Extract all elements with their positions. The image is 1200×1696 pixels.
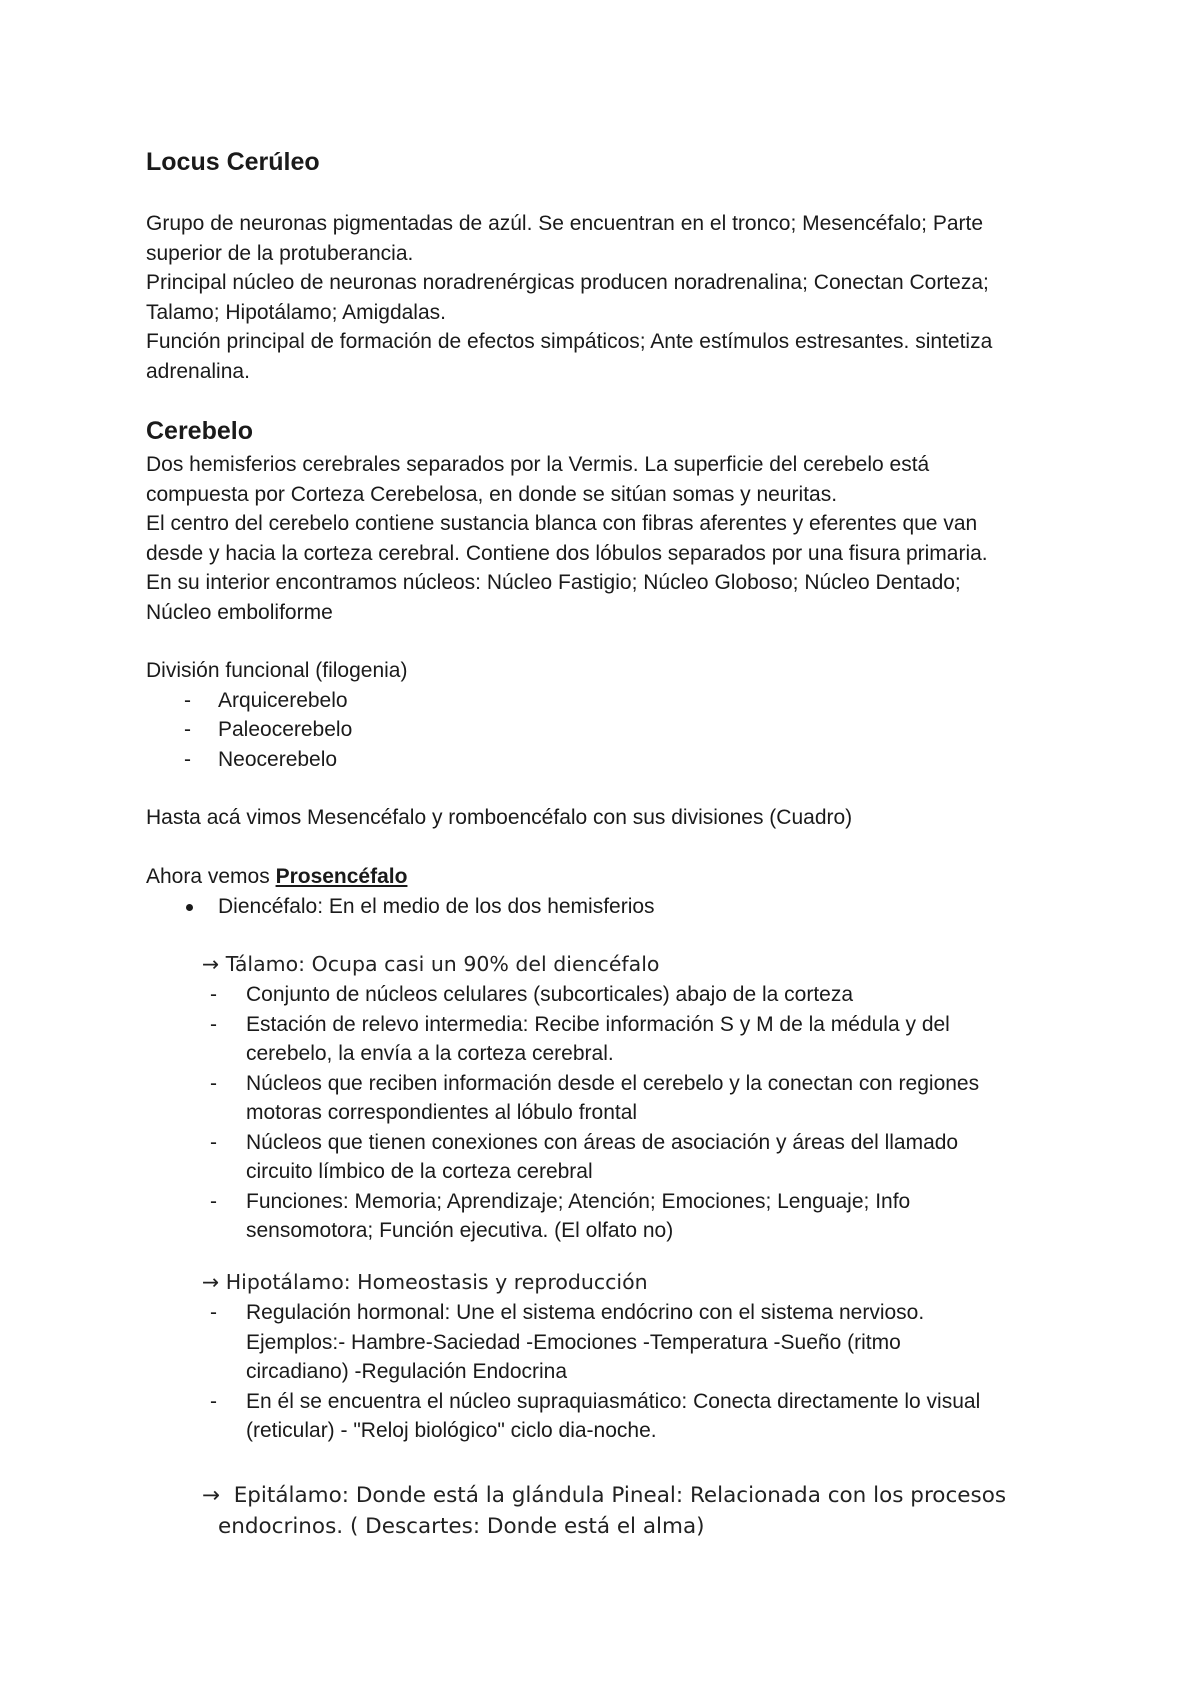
bullet-icon xyxy=(186,904,193,911)
locus-line: adrenalina. xyxy=(146,359,250,383)
cerebelo-line: compuesta por Corteza Cerebelosa, en donde se sitúan somas y neuritas. xyxy=(146,482,838,506)
epitalamo-line: endocrinos. ( Descartes: Donde está el alma) xyxy=(218,1514,705,1539)
list-item: - Núcleos que reciben información desde el cerebelo y la conectan con regiones motoras correspondientes al lóbulo frontal xyxy=(210,1071,980,1124)
list-item: - En él se encuentra el núcleo supraquiasmático: Conecta directamente lo visual (reticular) - "Reloj biológico" ciclo dia-noche. xyxy=(210,1389,981,1442)
division-section xyxy=(146,656,1076,774)
division-item: Neocerebelo xyxy=(218,747,338,771)
locus-line: Principal núcleo de neuronas noradrenérgicas producen noradrenalina; Conectan Corteza; xyxy=(146,271,989,294)
list-item: - Núcleos que tienen conexiones con áreas de asociación y áreas del llamado circuito límbico de la corteza cerebral xyxy=(210,1130,959,1183)
talamo-item: Núcleos que tienen conexiones con áreas de asociación y áreas del llamado xyxy=(246,1130,959,1154)
locus-line: Función principal de formación de efectos simpáticos; Ante estímulos estresantes. sintetiza xyxy=(146,330,993,353)
talamo-item: motoras correspondientes al lóbulo frontal xyxy=(246,1101,638,1124)
prosencefalo-term: Prosencéfalo xyxy=(275,865,408,888)
arrow-icon: → xyxy=(202,1270,220,1294)
list-item: - Funciones: Memoria; Aprendizaje; Atención; Emociones; Lenguaje; Info sensomotora; Función ejecutiva. (El olfato no) xyxy=(210,1189,911,1242)
diencefalo-text: Diencéfalo: En el medio de los dos hemisferios xyxy=(218,894,655,918)
epitalamo-section xyxy=(202,1480,1132,1542)
hipotalamo-item: (reticular) - "Reloj biológico" ciclo dia-noche. xyxy=(246,1419,657,1442)
prosencefalo-intro: Ahora vemos xyxy=(146,865,276,888)
hipotalamo-item: Ejemplos:- Hambre-Saciedad -Emociones -Temperatura -Sueño (ritmo xyxy=(246,1330,901,1354)
hasta-text: Hasta acá vimos Mesencéfalo y romboencéfalo con sus divisiones (Cuadro) xyxy=(146,806,853,829)
talamo-item: sensomotora; Función ejecutiva. (El olfato no) xyxy=(246,1219,674,1242)
cerebelo-title: Cerebelo xyxy=(146,417,253,445)
list-item: - Conjunto de núcleos celulares (subcorticales) abajo de la corteza xyxy=(210,983,854,1006)
talamo-item: circuito límbico de la corteza cerebral xyxy=(246,1160,593,1183)
prosencefalo-section xyxy=(146,862,1076,921)
division-label: División funcional (filogenia) xyxy=(146,659,408,682)
list-item: - Regulación hormonal: Une el sistema endócrino con el sistema nervioso. Ejemplos:- Hambre-Saciedad -Emociones -Temperatura -Sueño (ritmo circadiano) -Regulación Endocrina xyxy=(210,1301,925,1383)
talamo-item: Núcleos que reciben información desde el cerebelo y la conectan con regiones xyxy=(246,1071,980,1095)
talamo-item: Conjunto de núcleos celulares (subcorticales) abajo de la corteza xyxy=(246,983,854,1006)
talamo-heading xyxy=(202,950,1132,980)
talamo-item: Estación de relevo intermedia: Recibe información S y M de la médula y del xyxy=(246,1012,950,1036)
locus-line: Talamo; Hipotálamo; Amigdalas. xyxy=(146,300,446,324)
talamo-heading-text: Tálamo: Ocupa casi un 90% del diencéfalo xyxy=(225,952,660,976)
dash-marker: - xyxy=(184,688,191,712)
list-item xyxy=(146,745,1076,775)
dash-marker: - xyxy=(184,718,191,741)
hasta-line xyxy=(146,803,1076,833)
cerebelo-line: El centro del cerebelo contiene sustancia blanca con fibras aferentes y eferentes que van xyxy=(146,512,978,535)
cerebelo-paragraph xyxy=(146,450,1076,627)
cerebelo-line: Núcleo emboliforme xyxy=(146,600,333,624)
list-item xyxy=(146,892,1076,922)
hipotalamo-list xyxy=(146,1298,1076,1446)
list-item xyxy=(146,715,1076,745)
division-item: Paleocerebelo xyxy=(218,718,353,741)
hipotalamo-heading xyxy=(202,1268,1132,1298)
locus-title: Locus Cerúleo xyxy=(146,148,320,176)
talamo-item: cerebelo, la envía a la corteza cerebral. xyxy=(246,1042,614,1065)
locus-line: superior de la protuberancia. xyxy=(146,241,414,265)
hipotalamo-heading-text: Hipotálamo: Homeostasis y reproducción xyxy=(225,1270,648,1294)
dash-marker: - xyxy=(184,747,191,771)
locus-line: Grupo de neuronas pigmentadas de azúl. Se encuentran en el tronco; Mesencéfalo; Parte xyxy=(146,212,984,235)
arrow-icon: → xyxy=(202,1483,221,1508)
list-item: - Estación de relevo intermedia: Recibe información S y M de la médula y del cerebelo, la envía a la corteza cerebral. xyxy=(210,1012,950,1065)
hipotalamo-item: circadiano) -Regulación Endocrina xyxy=(246,1360,568,1383)
epitalamo-line: Epitálamo: Donde está la glándula Pineal: Relacionada con los procesos xyxy=(233,1483,1007,1508)
division-item: Arquicerebelo xyxy=(218,688,348,712)
hipotalamo-item: Regulación hormonal: Une el sistema endócrino con el sistema nervioso. xyxy=(246,1301,925,1324)
arrow-icon: → xyxy=(202,952,220,976)
hipotalamo-item: En él se encuentra el núcleo supraquiasmático: Conecta directamente lo visual xyxy=(246,1389,981,1413)
cerebelo-line: desde y hacia la corteza cerebral. Contiene dos lóbulos separados por una fisura primaria. xyxy=(146,541,988,565)
cerebelo-line: En su interior encontramos núcleos: Núcleo Fastigio; Núcleo Globoso; Núcleo Dentado; xyxy=(146,571,961,594)
prosencefalo-intro-line xyxy=(146,862,1076,892)
talamo-item: Funciones: Memoria; Aprendizaje; Atención; Emociones; Lenguaje; Info xyxy=(246,1189,911,1213)
talamo-list xyxy=(146,980,1076,1246)
cerebelo-line: Dos hemisferios cerebrales separados por la Vermis. La superficie del cerebelo está xyxy=(146,453,930,476)
locus-paragraph xyxy=(146,209,1076,386)
list-item xyxy=(146,686,1076,716)
